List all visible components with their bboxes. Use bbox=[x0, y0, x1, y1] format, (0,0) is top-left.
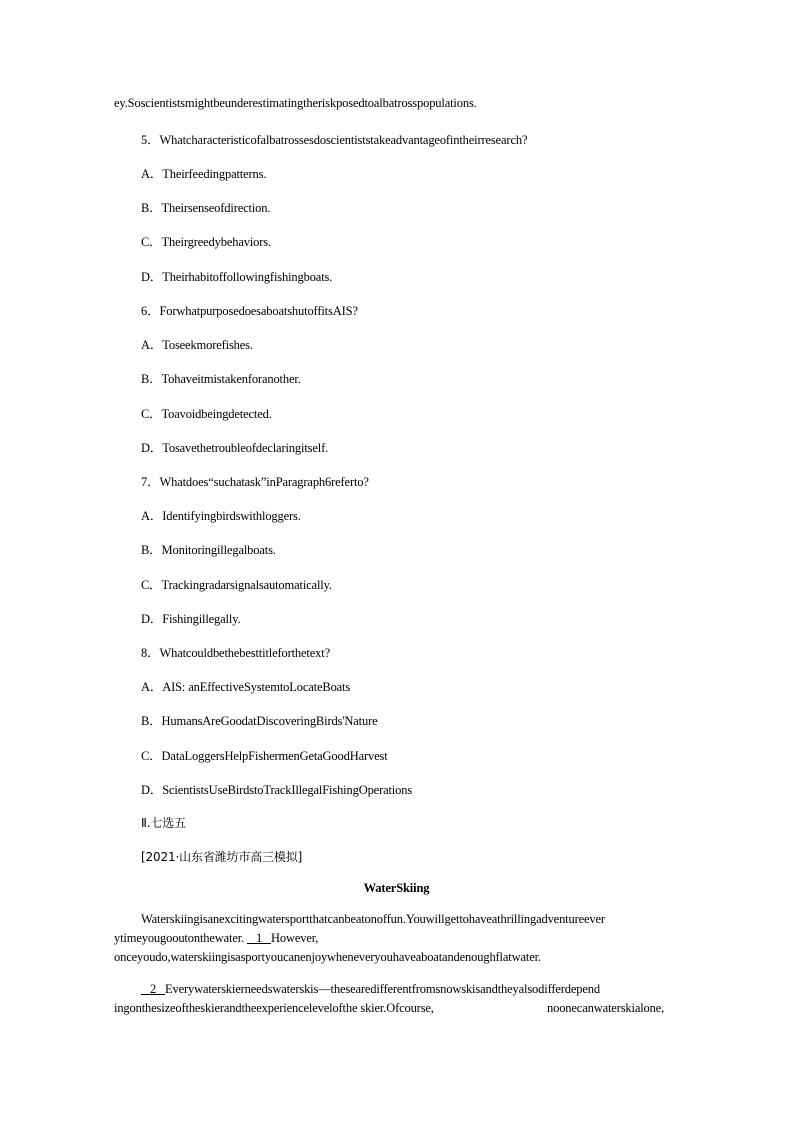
question-6-option-c: C．Toavoidbeingdetected. bbox=[141, 407, 272, 421]
paragraph-1-line-1: Waterskiingisanexcitingwatersportthatcanbeatonoffun.Youwillgettohaveathrillingadventureever bbox=[141, 912, 605, 926]
question-7-option-b: B．Monitoringillegalboats. bbox=[141, 543, 276, 557]
question-6-option-b: B．Tohaveitmistakenforanother. bbox=[141, 372, 301, 386]
intro-line: ey.Soscientistsmightbeunderestimatingtheriskposedtoalbatrosspopulations. bbox=[114, 96, 477, 110]
question-5-option-a: A．Theirfeedingpatterns. bbox=[141, 167, 267, 181]
section-heading: Ⅱ.七选五 bbox=[141, 816, 186, 830]
question-7-stem: 7．Whatdoes“suchatask”inParagraph6referto? bbox=[141, 475, 369, 489]
blank-1-number: 1 bbox=[255, 931, 263, 945]
question-8-option-c: C．DataLoggersHelpFishermenGetaGoodHarvest bbox=[141, 749, 388, 763]
question-6-stem: 6．ForwhatpurposedoesaboatshutoffitsAIS? bbox=[141, 304, 358, 318]
blank-2-number: 2 bbox=[149, 982, 157, 996]
question-5-option-d: D．Theirhabitoffollowingfishingboats. bbox=[141, 270, 333, 284]
paragraph-1-text-b: However, bbox=[271, 931, 319, 945]
paragraph-2-text-a: Everywaterskierneedswaterskis—thesearedifferentfromsnowskisandtheyalsodifferdepend bbox=[164, 982, 600, 996]
question-5-stem: 5．Whatcharacteristicofalbatrossesdoscientiststakeadvantageofintheirresearch? bbox=[141, 133, 528, 147]
question-8-option-d: D．ScientistsUseBirdstoTrackIllegalFishingOperations bbox=[141, 783, 413, 797]
paragraph-1-line-2 bbox=[114, 931, 318, 946]
blank-1 bbox=[247, 931, 271, 946]
paragraph-2-line-1 bbox=[141, 982, 600, 997]
paragraph-2-line-2 bbox=[114, 1001, 434, 1016]
paragraph-1-text-a: ytimeyougooutonthewater. bbox=[114, 931, 245, 945]
question-7-option-a: A．Identifyingbirdswithloggers. bbox=[141, 509, 301, 523]
question-7-option-d: D．Fishingillegally. bbox=[141, 612, 241, 626]
passage-title: WaterSkiing bbox=[363, 881, 430, 895]
paragraph-1-line-3: onceyoudo,waterskiingisasportyoucanenjoywheneveryouhaveaboatandenoughflatwater. bbox=[114, 950, 541, 964]
question-7-option-c: C．Trackingradarsignalsautomatically. bbox=[141, 578, 332, 592]
question-5-option-b: B．Theirsenseofdirection. bbox=[141, 201, 271, 215]
question-6-option-d: D．Tosavethetroubleofdeclaringitself. bbox=[141, 441, 329, 455]
question-8-stem: 8．Whatcouldbethebesttitleforthetext? bbox=[141, 646, 330, 660]
question-6-option-a: A．Toseekmorefishes. bbox=[141, 338, 253, 352]
section-source: [2021·山东省潍坊市高三模拟] bbox=[141, 850, 303, 864]
question-8-option-a: A．AIS: anEffectiveSystemtoLocateBoats bbox=[141, 680, 351, 694]
question-8-option-b: B．HumansAreGoodatDiscoveringBirds'Nature bbox=[141, 714, 378, 728]
paragraph-2-text-c: noonecanwaterskialone, bbox=[547, 1001, 665, 1015]
blank-2 bbox=[141, 982, 165, 997]
question-5-option-c: C．Theirgreedybehaviors. bbox=[141, 235, 271, 249]
paragraph-2-text-b: ingonthesizeoftheskierandtheexperiencelevelofthe skier.Ofcourse, bbox=[114, 1001, 434, 1015]
